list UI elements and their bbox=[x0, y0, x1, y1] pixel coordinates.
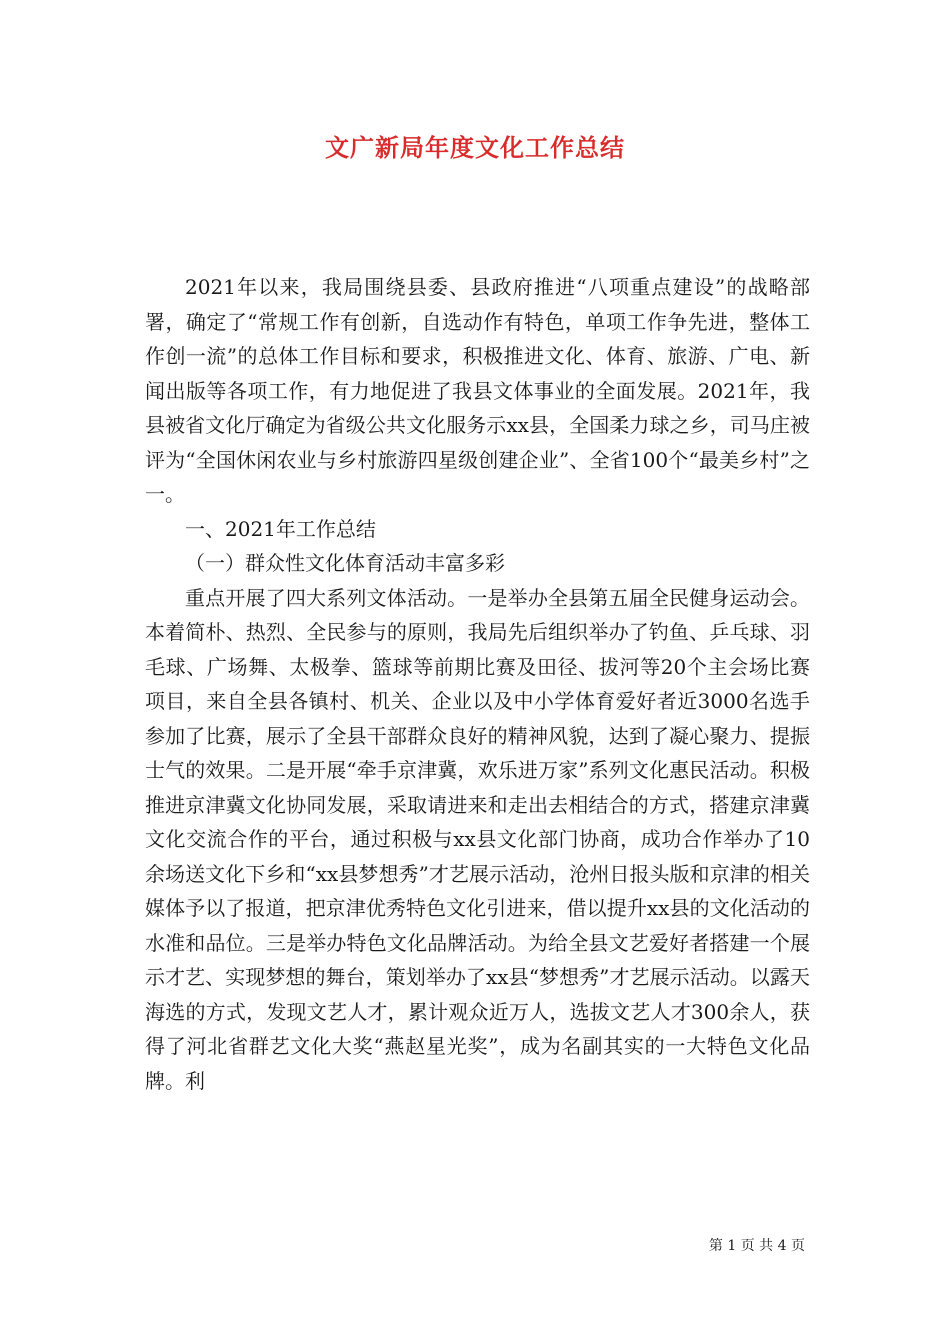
page-number-label: 第 1 页 共 4 页 bbox=[708, 1238, 805, 1254]
subsection-heading: （一）群众性文化体育活动丰富多彩 bbox=[185, 551, 505, 575]
page-number bbox=[709, 1236, 805, 1256]
intro-paragraph: 2021年以来，我局围绕县委、县政府推进“八项重点建设”的战略部署，确定了“常规工作有创新，自选动作有特色，单项工作争先进，整体工作创一流”的总体工作目标和要求，积极推进文化、体育、旅游、广电、新闻出版等各项工作，有力地促进了我县文体事业的全面发展。2021年，我县被省文化厅确定为省级公共文化服务示xx县，全国柔力球之乡，司马庄被评为“全国休闲农业与乡村旅游四星级创建企业”、全省100个“最美乡村”之一。 bbox=[145, 275, 810, 506]
document-body bbox=[145, 270, 810, 1098]
activities-paragraph: 重点开展了四大系列文体活动。一是举办全县第五届全民健身运动会。本着简朴、热烈、全民参与的原则，我局先后组织举办了钓鱼、乒乓球、羽毛球、广场舞、太极拳、篮球等前期比赛及田径、拔河等20个主会场比赛项目，来自全县各镇村、机关、企业以及中小学体育爱好者近3000名选手参加了比赛，展示了全县干部群众良好的精神风貌，达到了凝心聚力、提振士气的效果。二是开展“牵手京津冀，欢乐进万家”系列文化惠民活动。积极推进京津冀文化协同发展，采取请进来和走出去相结合的方式，搭建京津冀文化交流合作的平台，通过积极与xx县文化部门协商，成功合作举办了10余场送文化下乡和“xx县梦想秀”才艺展示活动，沧州日报头版和京津的相关媒体予以了报道，把京津优秀特色文化引进来，借以提升xx县的文化活动的水准和品位。三是举办特色文化品牌活动。为给全县文艺爱好者搭建一个展示才艺、实现梦想的舞台，策划举办了xx县“梦想秀”才艺展示活动。以露天海选的方式，发现文艺人才，累计观众近万人，选拔文艺人才300余人，获得了河北省群艺文化大奖“燕赵星光奖”，成为名副其实的一大特色文化品牌。利 bbox=[145, 585, 810, 1093]
section-heading: 一、2021年工作总结 bbox=[185, 516, 376, 541]
document-title: 文广新局年度文化工作总结 bbox=[325, 133, 625, 162]
